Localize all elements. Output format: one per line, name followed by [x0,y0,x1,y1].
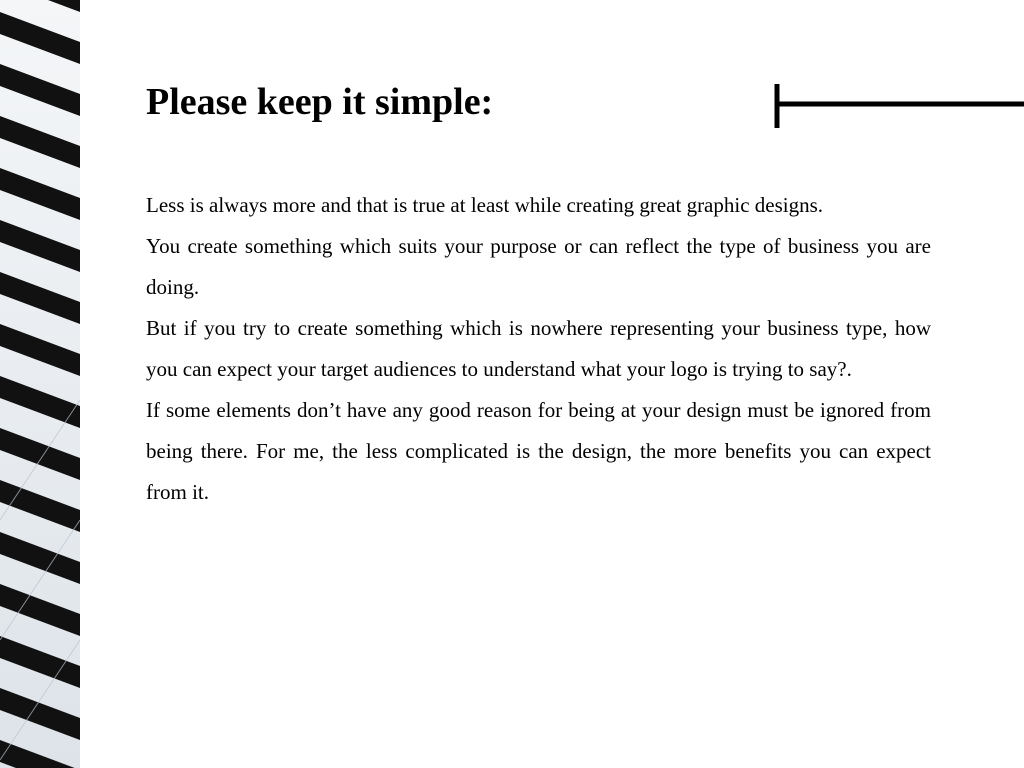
body-text [146,185,931,513]
paragraph-3: But if you try to create something which is nowhere representing your business type, how you can expect your target audiences to understand what your logo is trying to say?. [146,316,931,381]
paragraph-1: Less is always more and that is true at least while creating great graphic designs. [146,193,824,217]
paragraph-4: If some elements don’t have any good reason for being at your design must be ignored from being there. For me, the less complicated is the design, the more benefits you can expect from it. [146,398,931,504]
slide-title: Please keep it simple: [146,81,494,123]
diagonal-stripes-graphic [0,0,80,768]
title-rule-line [774,84,1024,128]
decorative-stripe-image [0,0,80,768]
paragraph-2: You create something which suits your purpose or can reflect the type of business you are doing. [146,234,931,299]
